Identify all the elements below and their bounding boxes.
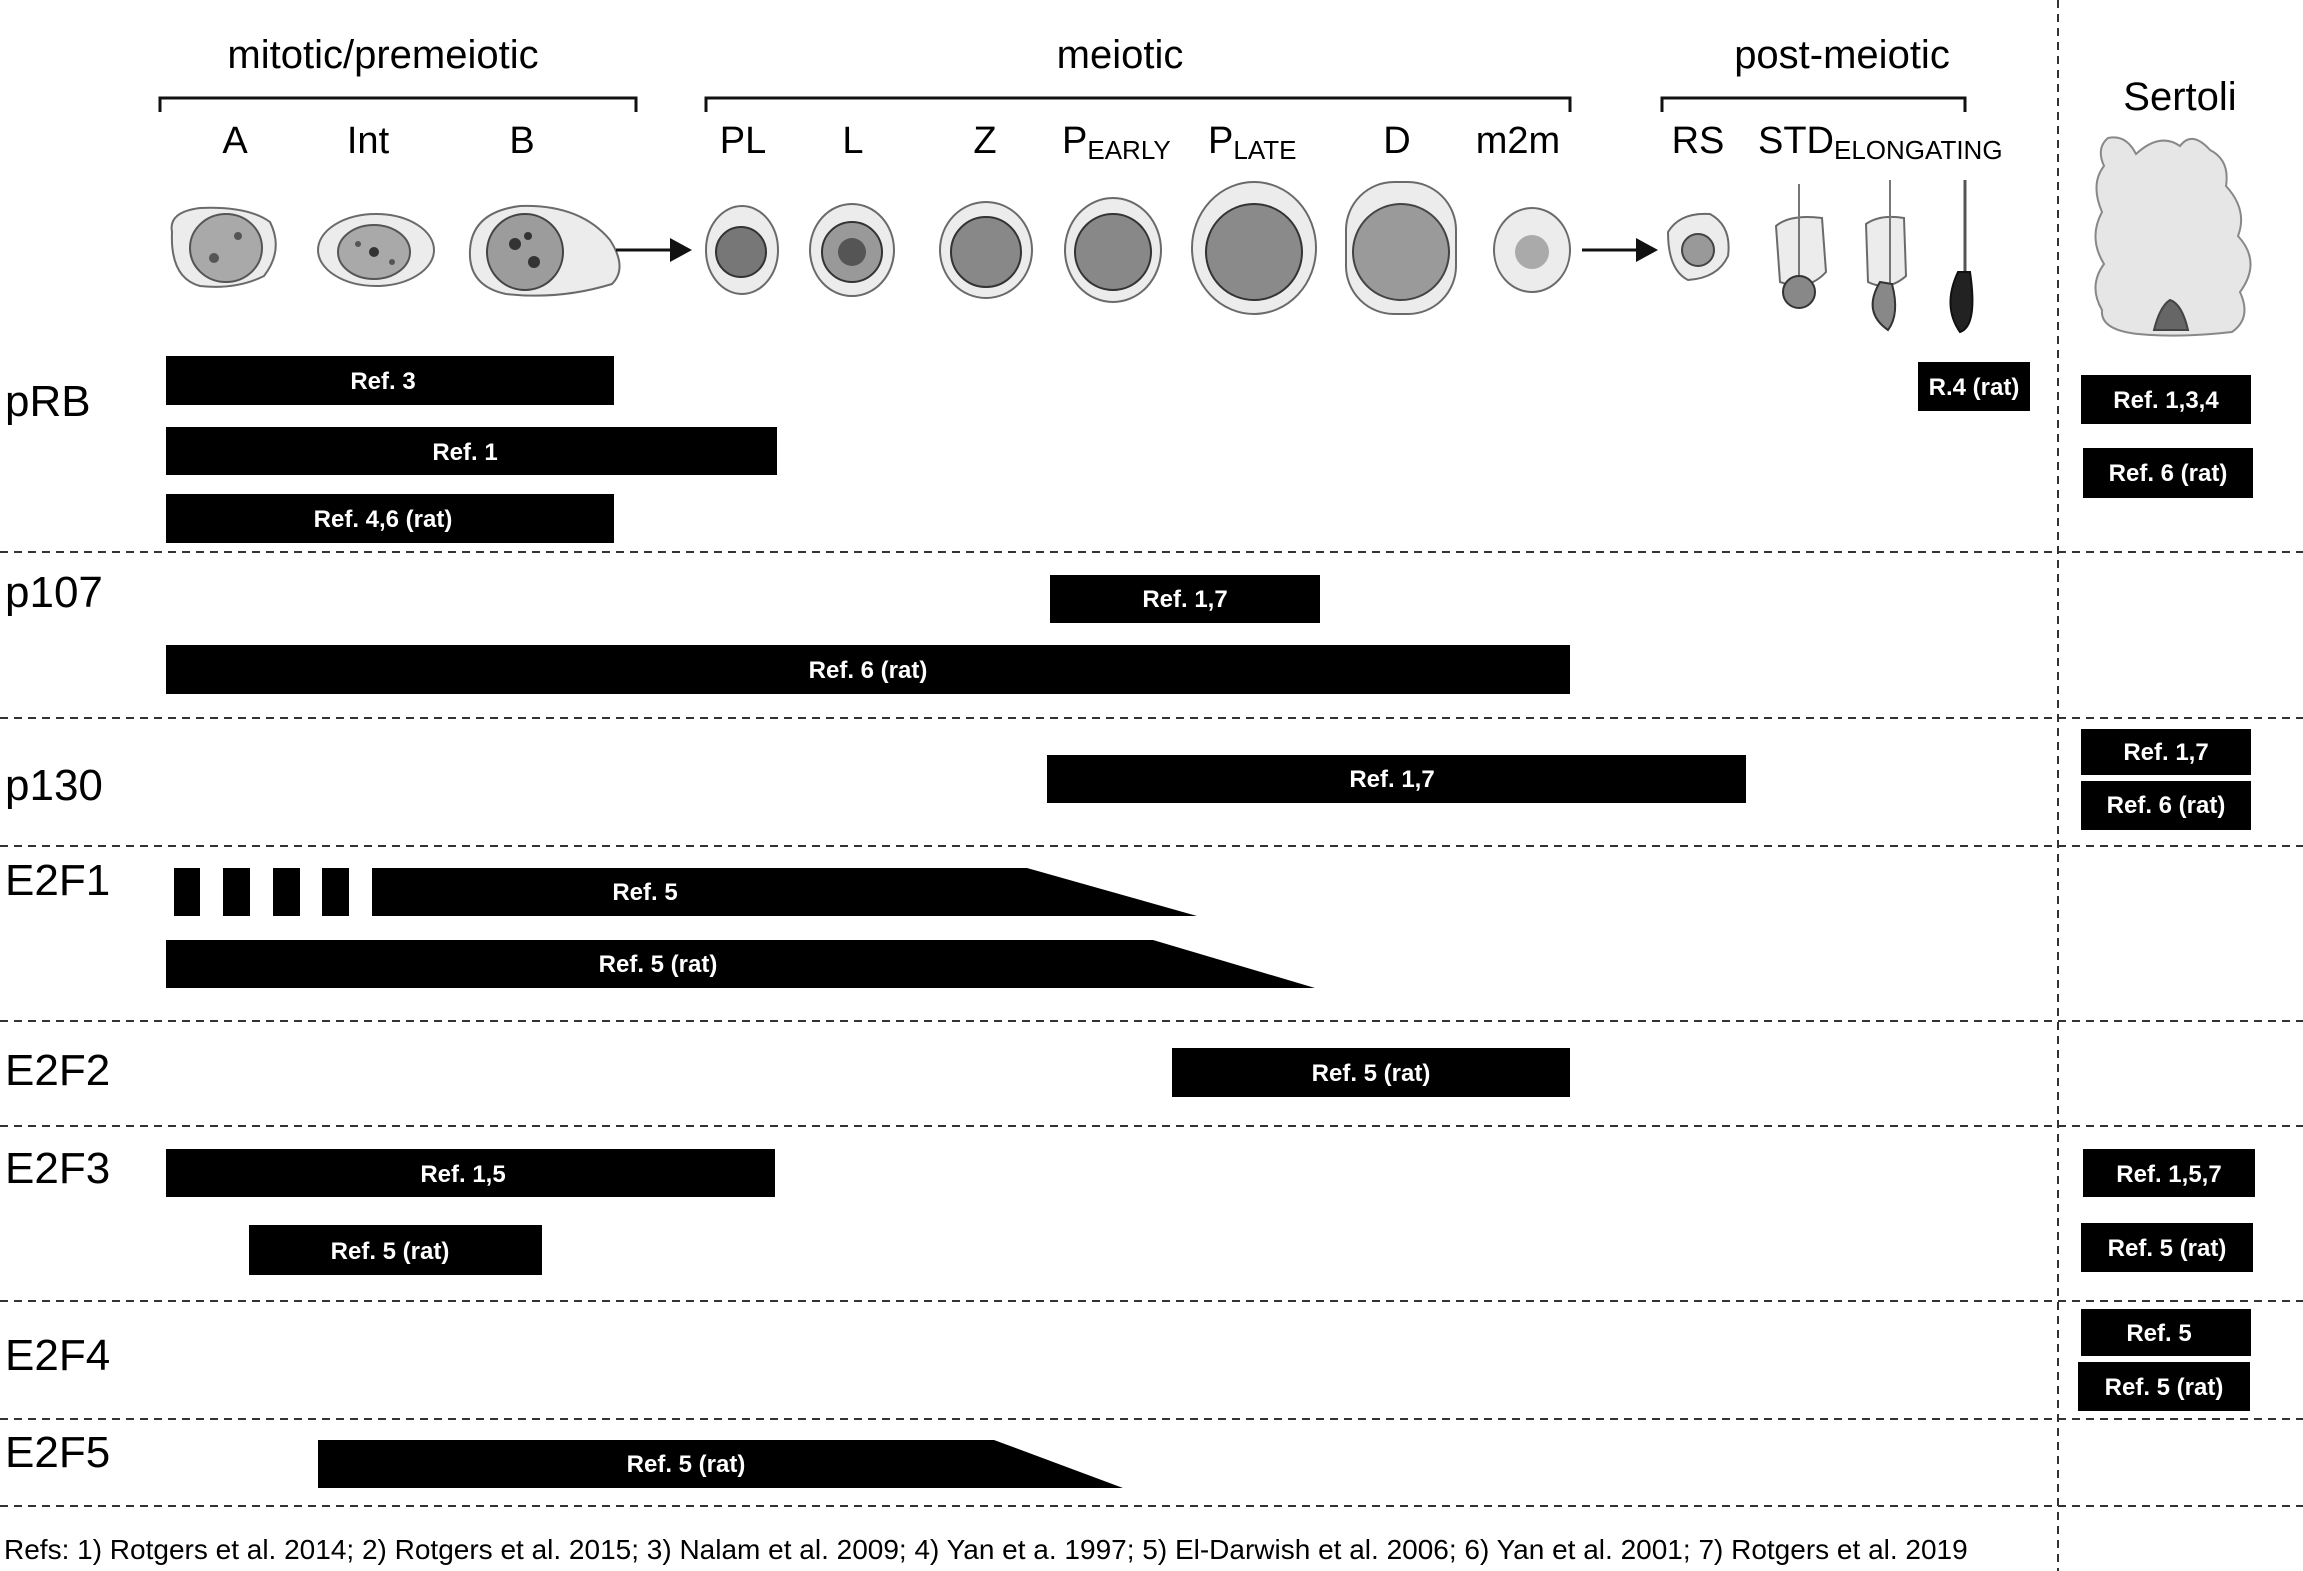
bar-prb-sertoli-6-label: Ref. 6 (rat) bbox=[2108, 460, 2228, 487]
bar-e2f1-ref5 bbox=[372, 868, 1197, 916]
group-mitotic-label: mitotic/premeiotic bbox=[227, 33, 539, 77]
stage-int-label: Int bbox=[346, 120, 390, 162]
group-sertoli-label: Sertoli bbox=[2123, 75, 2237, 119]
bar-p130-sertoli-6-label: Ref. 6 (rat) bbox=[2106, 792, 2226, 819]
bar-prb-sertoli-6 bbox=[2083, 448, 2253, 498]
bar-e2f1-ref5rat bbox=[166, 940, 1315, 988]
cell-int-icon bbox=[318, 214, 434, 286]
bracket-mitotic bbox=[160, 98, 636, 112]
cell-pl-icon bbox=[706, 206, 778, 294]
stage-rs-label: RS bbox=[1671, 120, 1725, 162]
bar-e2f5-ref5rat bbox=[318, 1440, 1123, 1488]
group-postmeiotic-label: post-meiotic bbox=[1734, 33, 1950, 77]
bar-e2f4-sertoli-5-label: Ref. 5 bbox=[2126, 1320, 2192, 1347]
row-label-p107: p107 bbox=[5, 568, 103, 617]
cell-std1-icon bbox=[1776, 184, 1826, 308]
bar-prb-ref1-label: Ref. 1 bbox=[432, 439, 498, 466]
bar-e2f1-dashes bbox=[174, 868, 349, 916]
stage-plate-main: P bbox=[1208, 120, 1234, 162]
bar-prb-r4 bbox=[1918, 362, 2030, 411]
stage-l-label: L bbox=[842, 120, 864, 162]
cell-b-icon bbox=[470, 206, 620, 296]
bar-p130-sertoli-17-label: Ref. 1,7 bbox=[2123, 739, 2209, 766]
cell-std2-icon bbox=[1866, 180, 1906, 330]
bar-e2f2-ref5rat bbox=[1172, 1048, 1570, 1097]
bar-e2f4-sertoli-5 bbox=[2081, 1309, 2251, 1356]
row-label-p130: p130 bbox=[5, 761, 103, 810]
bar-prb-ref1 bbox=[166, 427, 777, 475]
bar-e2f5-ref5rat-label: Ref. 5 (rat) bbox=[626, 1451, 746, 1478]
arrow-meiotic-to-postmeiotic bbox=[1582, 238, 1658, 262]
stage-b-label: B bbox=[509, 120, 535, 162]
bar-e2f3-ref15 bbox=[166, 1149, 775, 1197]
stage-pearly-main: P bbox=[1062, 120, 1088, 162]
bar-e2f3-ref15-label: Ref. 1,5 bbox=[420, 1161, 506, 1188]
bar-p107-ref17 bbox=[1050, 575, 1320, 623]
bar-e2f3-sertoli-5rat bbox=[2081, 1223, 2253, 1272]
row-label-e2f3: E2F3 bbox=[5, 1144, 111, 1193]
group-meiotic-label: meiotic bbox=[1056, 33, 1184, 77]
cell-std3-icon bbox=[1950, 180, 1972, 332]
stage-std-main: STD bbox=[1758, 120, 1834, 162]
stage-pearly-sub: EARLY bbox=[1087, 135, 1171, 165]
bracket-meiotic bbox=[706, 98, 1570, 112]
cell-pearly-icon bbox=[1065, 198, 1161, 302]
bar-e2f4-sertoli-5rat bbox=[2078, 1362, 2250, 1411]
stage-m2m-label: m2m bbox=[1475, 120, 1561, 162]
bar-e2f1-ref5rat-label: Ref. 5 (rat) bbox=[598, 951, 718, 978]
bar-e2f3-sertoli-5rat-label: Ref. 5 (rat) bbox=[2107, 1235, 2227, 1262]
bar-p130-sertoli-17 bbox=[2081, 729, 2251, 775]
row-label-e2f1: E2F1 bbox=[5, 856, 111, 905]
bar-e2f1-ref5-label: Ref. 5 bbox=[612, 879, 678, 906]
bar-p107-ref6 bbox=[166, 645, 1570, 694]
cell-plate-icon bbox=[1192, 182, 1316, 314]
row-label-e2f5: E2F5 bbox=[5, 1428, 111, 1477]
bracket-postmeiotic bbox=[1662, 98, 1965, 112]
arrow-premeiotic-to-meiotic bbox=[616, 238, 692, 262]
bar-p107-ref17-label: Ref. 1,7 bbox=[1142, 586, 1228, 613]
bar-e2f3-sertoli-157-label: Ref. 1,5,7 bbox=[2116, 1161, 2222, 1188]
bar-p130-sertoli-6 bbox=[2081, 781, 2251, 830]
references-footer: Refs: 1) Rotgers et al. 2014; 2) Rotgers et al. 2015; 3) Nalam et al. 2009; 4) Yan et a. 1997; 5) El-Darwish et al. 2006; 6) Yan et al. 2001; 7) Rotgers et al. 2019 bbox=[4, 1534, 1968, 1565]
stage-a-label: A bbox=[222, 120, 248, 162]
row-label-e2f2: E2F2 bbox=[5, 1046, 111, 1095]
bar-e2f3-ref5rat bbox=[249, 1225, 542, 1275]
bar-e2f2-ref5rat-label: Ref. 5 (rat) bbox=[1311, 1060, 1431, 1087]
stage-pearly-label bbox=[1062, 120, 1171, 165]
stage-z-label: Z bbox=[973, 120, 997, 162]
row-label-e2f4: E2F4 bbox=[5, 1331, 111, 1380]
bar-e2f3-ref5rat-label: Ref. 5 (rat) bbox=[330, 1238, 450, 1265]
row-label-prb: pRB bbox=[5, 377, 91, 426]
cell-z-icon bbox=[940, 202, 1032, 298]
bar-prb-ref3-label: Ref. 3 bbox=[350, 368, 416, 395]
cell-a-icon bbox=[172, 208, 276, 287]
cell-l-icon bbox=[810, 204, 894, 296]
cell-m2m-icon bbox=[1494, 208, 1570, 292]
cell-rs-icon bbox=[1668, 214, 1729, 280]
cell-d-icon bbox=[1346, 182, 1456, 314]
bar-prb-sertoli-134 bbox=[2081, 375, 2251, 424]
bar-p130-ref17 bbox=[1047, 755, 1746, 803]
bar-e2f3-sertoli-157 bbox=[2083, 1149, 2255, 1197]
bar-prb-ref46 bbox=[166, 494, 614, 543]
stage-std-label bbox=[1758, 120, 2003, 165]
stage-d-label: D bbox=[1383, 120, 1411, 162]
bar-p107-ref6-label: Ref. 6 (rat) bbox=[808, 657, 928, 684]
bar-prb-ref46-label: Ref. 4,6 (rat) bbox=[313, 506, 453, 533]
stage-plate-sub: LATE bbox=[1233, 135, 1297, 165]
stage-std-sub: ELONGATING bbox=[1834, 135, 2003, 165]
sertoli-cell-icon bbox=[2095, 137, 2250, 335]
bar-e2f4-sertoli-5rat-label: Ref. 5 (rat) bbox=[2104, 1374, 2224, 1401]
bar-p130-ref17-label: Ref. 1,7 bbox=[1349, 766, 1435, 793]
stage-plate-label bbox=[1208, 120, 1296, 165]
bar-prb-r4-label: R.4 (rat) bbox=[1928, 374, 2020, 401]
cell-illustrations bbox=[172, 137, 2251, 335]
bar-prb-sertoli-134-label: Ref. 1,3,4 bbox=[2113, 387, 2219, 414]
stage-pl-label: PL bbox=[719, 120, 767, 162]
bar-prb-ref3 bbox=[166, 356, 614, 405]
